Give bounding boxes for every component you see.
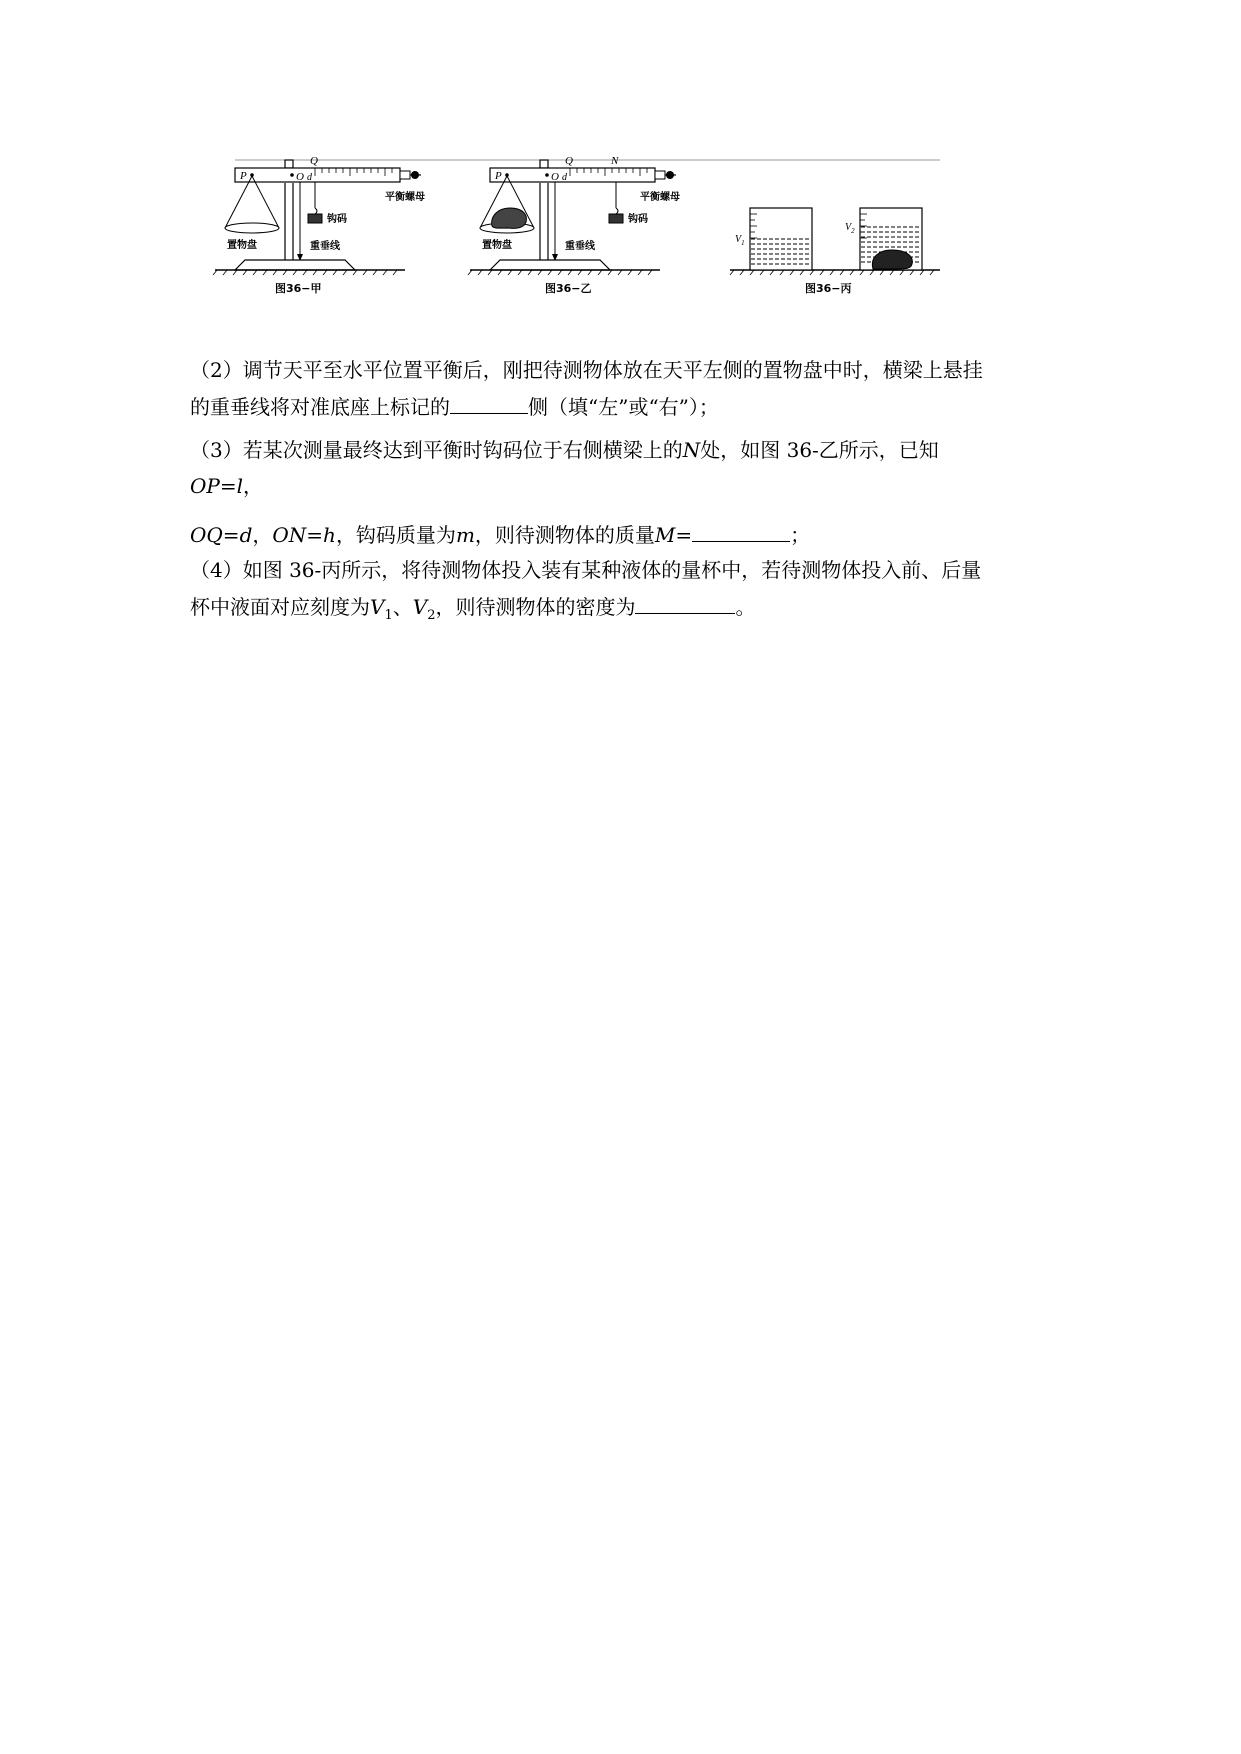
q2-answer-blank[interactable] <box>450 391 528 414</box>
measuring-cups-bing <box>730 208 940 295</box>
label-V1: $V_1$ <box>735 234 745 247</box>
weight-label: 钩码 <box>628 214 648 225</box>
caption-jia: 图36−甲 <box>275 282 322 295</box>
plumb-line-label: 重垂线 <box>565 241 595 252</box>
balance-diagram-yi <box>468 155 680 295</box>
pan-label: 置物盘 <box>482 240 512 251</box>
weight-label: 钩码 <box>327 214 347 225</box>
pan-label: 置物盘 <box>227 240 257 251</box>
q4-line2: 杯中液面对应刻度为$V_1$、$V_2$，则待测物体的密度为 。 <box>190 591 755 631</box>
balance-nut-label: 平衡螺母 <box>385 192 425 203</box>
test-object-shape <box>492 208 527 228</box>
label-O: O <box>296 171 304 183</box>
label-Q: Q <box>565 155 573 167</box>
label-N: N <box>611 155 619 167</box>
balance-diagram-jia <box>213 155 425 295</box>
label-P: P <box>240 170 247 182</box>
q3-line3: OQ=d，ON=h，钩码质量为m，则待测物体的质量M= ； <box>190 519 810 550</box>
q3-line1: （3）若某次测量最终达到平衡时钩码位于右侧横梁上的N处，如图 36-乙所示，已知 <box>190 438 939 462</box>
label-d: d <box>307 172 312 183</box>
label-d: d <box>562 172 567 183</box>
label-P: P <box>495 170 502 182</box>
label-O: O <box>551 171 559 183</box>
q4-answer-blank[interactable] <box>635 591 735 614</box>
caption-yi: 图36−乙 <box>545 282 592 295</box>
q2-line1: （2）调节天平至水平位置平衡后，刚把待测物体放在天平左侧的置物盘中时，横梁上悬挂 <box>190 358 983 382</box>
plumb-line-label: 重垂线 <box>310 241 340 252</box>
q4-line1: （4）如图 36-丙所示，将待测物体投入装有某种液体的量杯中，若待测物体投入前、后量 <box>190 558 982 582</box>
q3-line2: OP=l， <box>190 474 264 498</box>
caption-bing: 图36−丙 <box>805 282 852 295</box>
label-V2: $V_2$ <box>845 222 855 235</box>
balance-nut-label: 平衡螺母 <box>640 192 680 203</box>
q3-answer-blank[interactable] <box>692 519 790 542</box>
experiment-figure <box>227 150 945 335</box>
q2-line2: 的重垂线将对准底座上标记的 侧（填“左”或“右”）； <box>190 391 719 422</box>
label-Q: Q <box>310 155 318 167</box>
